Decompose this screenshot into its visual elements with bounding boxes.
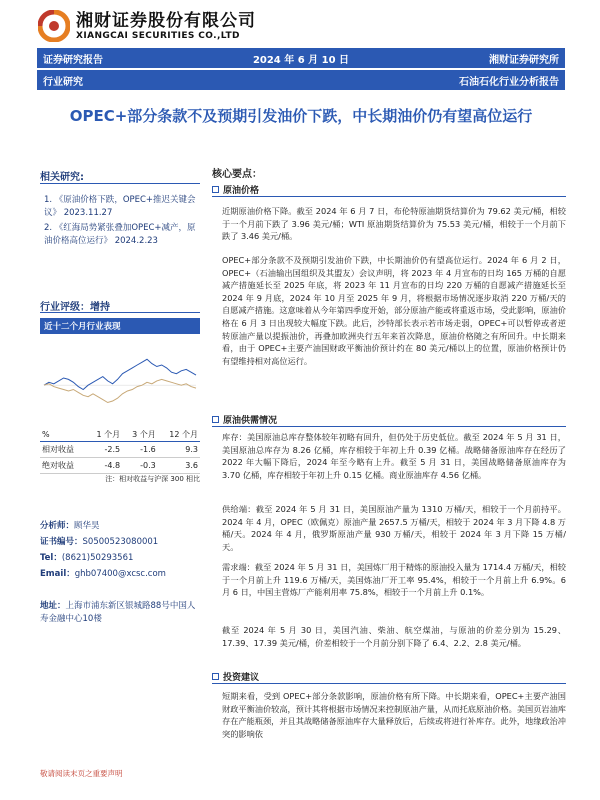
header-bar-bottom (37, 70, 565, 90)
paragraph: 短期来看，受到 OPEC+部分条款影响，原油价格有所下降。中长期来看，OPEC+主要产油国财政平衡油价较高，预计其将根据市场情况来控制原油产量，从而托底原油价格。美国页岩油库存在产能瓶颈，并且其战略储备原油库存大量释放后，后续或将进行补库存。此外，地缘政治冲突的影响依 (222, 691, 566, 739)
table-header-cell: 1 个月 (86, 428, 122, 442)
analyst-email-row (40, 568, 166, 581)
table-note: 注：相对收益与沪深 300 相比 (105, 475, 200, 483)
section-title: 原油价格 (223, 186, 260, 196)
analyst-name: 顾华昊 (74, 521, 100, 531)
section-heading (212, 670, 259, 683)
industry-rating: 行业评级：增持 (40, 302, 110, 313)
logo-company-name: 湘财证券股份有限公司 (76, 10, 256, 31)
table-cell: -1.6 (122, 442, 158, 458)
analyst-email-label: Email： (40, 569, 75, 579)
chart-series-line (44, 379, 196, 402)
table-header-cell: 3 个月 (122, 428, 158, 442)
related-research-link[interactable]: 1. 《原油价格下跌，OPEC+推迟关键会议》 2023.11.27 (44, 195, 196, 218)
table-header-row (40, 428, 200, 442)
analyst-cert: S0500523080001 (82, 537, 159, 547)
header-bar-top (37, 48, 565, 68)
logo-company-name-en: XIANGCAI SECURITIES CO.,LTD (76, 30, 240, 41)
section-title: 原油供需情况 (223, 416, 278, 426)
analyst-name-row (40, 520, 100, 533)
report-type: 证券研究报告 (43, 54, 103, 66)
report-date: 2024 年 6 月 10 日 (252, 54, 350, 66)
divider (212, 196, 566, 197)
analyst-tel-label: Tel： (40, 553, 62, 563)
table-row (40, 458, 200, 474)
divider (40, 183, 200, 184)
table-cell: 相对收益 (40, 442, 86, 458)
divider (40, 312, 200, 313)
core-points-heading: 核心要点： (212, 169, 262, 180)
analyst-address: 上海市浦东新区银城路88号中国人寿金融中心10楼 (40, 601, 196, 624)
paragraph: 需求端：截至 2024 年 5 月 31 日，美国炼厂用于精炼的原油投入量为 1714.4 万桶/天，相较于一个月前上升 119.6 万桶/天，美国炼油厂开工率 95.4%，相较于一个月前上升 6.9%。6 月 6 日，中国主营炼厂产能利用率 75.8%，相较于一个月前上升 0.1%。 (222, 562, 566, 598)
research-category: 行业研究 (43, 76, 83, 88)
performance-chart-heading: 近十二个月行业表现 (40, 318, 200, 334)
industry-report-name: 石油石化行业分析报告 (459, 76, 559, 88)
paragraph: OPEC+部分条款不及预期引发油价下跌，中长期油价仍有望高位运行。2024 年 6 月 2 日，OPEC+（石油输出国组织及其盟友）会议声明，将 2023 年 4 月宣布的日均 165 万桶的自愿减产措施延长至 2025 年底，将 2023 年 11 月宣布的日均 220 万桶的自愿减产措施延长至 2024 年 9 月底，2024 年 10 月至 2025 年 9 月，将根据市场情况逐步取消 220 万桶/天的自愿减产措施。这意味着从今年第四季度开始，部分原油产能或将重返市场，受此影响，原油价格在 6 月 3 日出现较大幅度下跌。此后，沙特部长表示若市场走弱，OPEC+可以暂停或者逆转原油产量以提振油价，再叠加欧洲央行五年来首次降息，原油价格随之有所回升。中长期来看，由于 OPEC+主要产油国财政平衡油价预计约在 80 美元/桶以上的位置，原油价格预计仍有望维持相对高位运行。 (222, 255, 566, 366)
bullet-square-icon (212, 186, 219, 193)
logo-mark-icon (38, 10, 70, 42)
analyst-address-label: 地址： (40, 601, 66, 611)
performance-chart (40, 338, 200, 418)
footer-disclaimer: 敬请阅读末页之重要声明 (40, 769, 123, 778)
analyst-address-row (40, 600, 200, 626)
related-research-link[interactable]: 2. 《红海局势紧张叠加OPEC+减产，原油价格高位运行》 2024.2.23 (44, 223, 196, 246)
analyst-tel: (8621)50293561 (61, 553, 134, 563)
company-logo (38, 8, 256, 44)
section-heading (212, 183, 259, 196)
table-header-cell: % (40, 428, 86, 442)
analyst-name-label: 分析师： (40, 521, 75, 531)
table-header-cell: 12 个月 (158, 428, 200, 442)
institute-name: 湘财证券研究所 (489, 54, 559, 66)
analyst-tel-row (40, 552, 133, 565)
table-cell: -0.3 (122, 458, 158, 474)
analyst-cert-row (40, 536, 158, 549)
divider (212, 426, 566, 427)
paragraph: 供给端：截至 2024 年 5 月 31 日，美国原油产量为 1310 万桶/天，相较于一个月前持平。2024 年 4 月，OPEC（欧佩克）原油产量 2657.5 万桶/天，相较于 2024 年 3 月下降 4.8 万桶/天。2024 年 4 月，俄罗斯原油产量 930 万桶/天，相较于 2024 年 3 月下降 15 万桶/天。 (222, 504, 566, 552)
table-cell: 3.6 (158, 458, 200, 474)
bullet-square-icon (212, 416, 219, 423)
paragraph: 库存：美国原油总库存整体较年初略有回升，但仍处于历史低位。截至 2024 年 5 月 31 日，美国原油总库存为 8.26 亿桶，库存相较于年初上升 0.39 亿桶。战略储备原油库存在经历了 2022 年大幅下降后，2024 年至今略有上升。截至 5 月 31 日，美国战略储备原油库存为 3.70 亿桶，库存相较于年初上升 0.15 亿桶。商业原油库存 4.56 亿桶。 (222, 432, 566, 480)
related-research-heading: 相关研究: (40, 172, 84, 183)
table-row (40, 442, 200, 458)
performance-table (40, 428, 200, 474)
section-heading (212, 413, 277, 426)
bullet-square-icon (212, 673, 219, 680)
analyst-cert-label: 证书编号： (40, 537, 83, 547)
divider (212, 683, 566, 684)
table-cell: -2.5 (86, 442, 122, 458)
table-cell: 9.3 (158, 442, 200, 458)
report-title: OPEC+部分条款不及预期引发油价下跌，中长期油价仍有望高位运行 (69, 107, 533, 125)
section-title: 投资建议 (223, 673, 260, 683)
table-cell: 绝对收益 (40, 458, 86, 474)
analyst-email[interactable]: ghb07400@xcsc.com (74, 569, 166, 579)
table-cell: -4.8 (86, 458, 122, 474)
paragraph: 近期原油价格下降。截至 2024 年 6 月 7 日，布伦特原油期货结算价为 79.62 美元/桶，相较于一个月前下跌了 3.96 美元/桶；WTI 原油期货结算价为 75.53 美元/桶，相较于一个月前下跌了 3.46 美元/桶。 (222, 206, 566, 242)
paragraph: 截至 2024 年 5 月 30 日，美国汽油、柴油、航空煤油，与原油的价差分别为 15.29、17.39、17.39 美元/桶，价差相较于一个月前分别下降了 6.4、2.2、2.8 美元/桶。 (222, 625, 566, 648)
